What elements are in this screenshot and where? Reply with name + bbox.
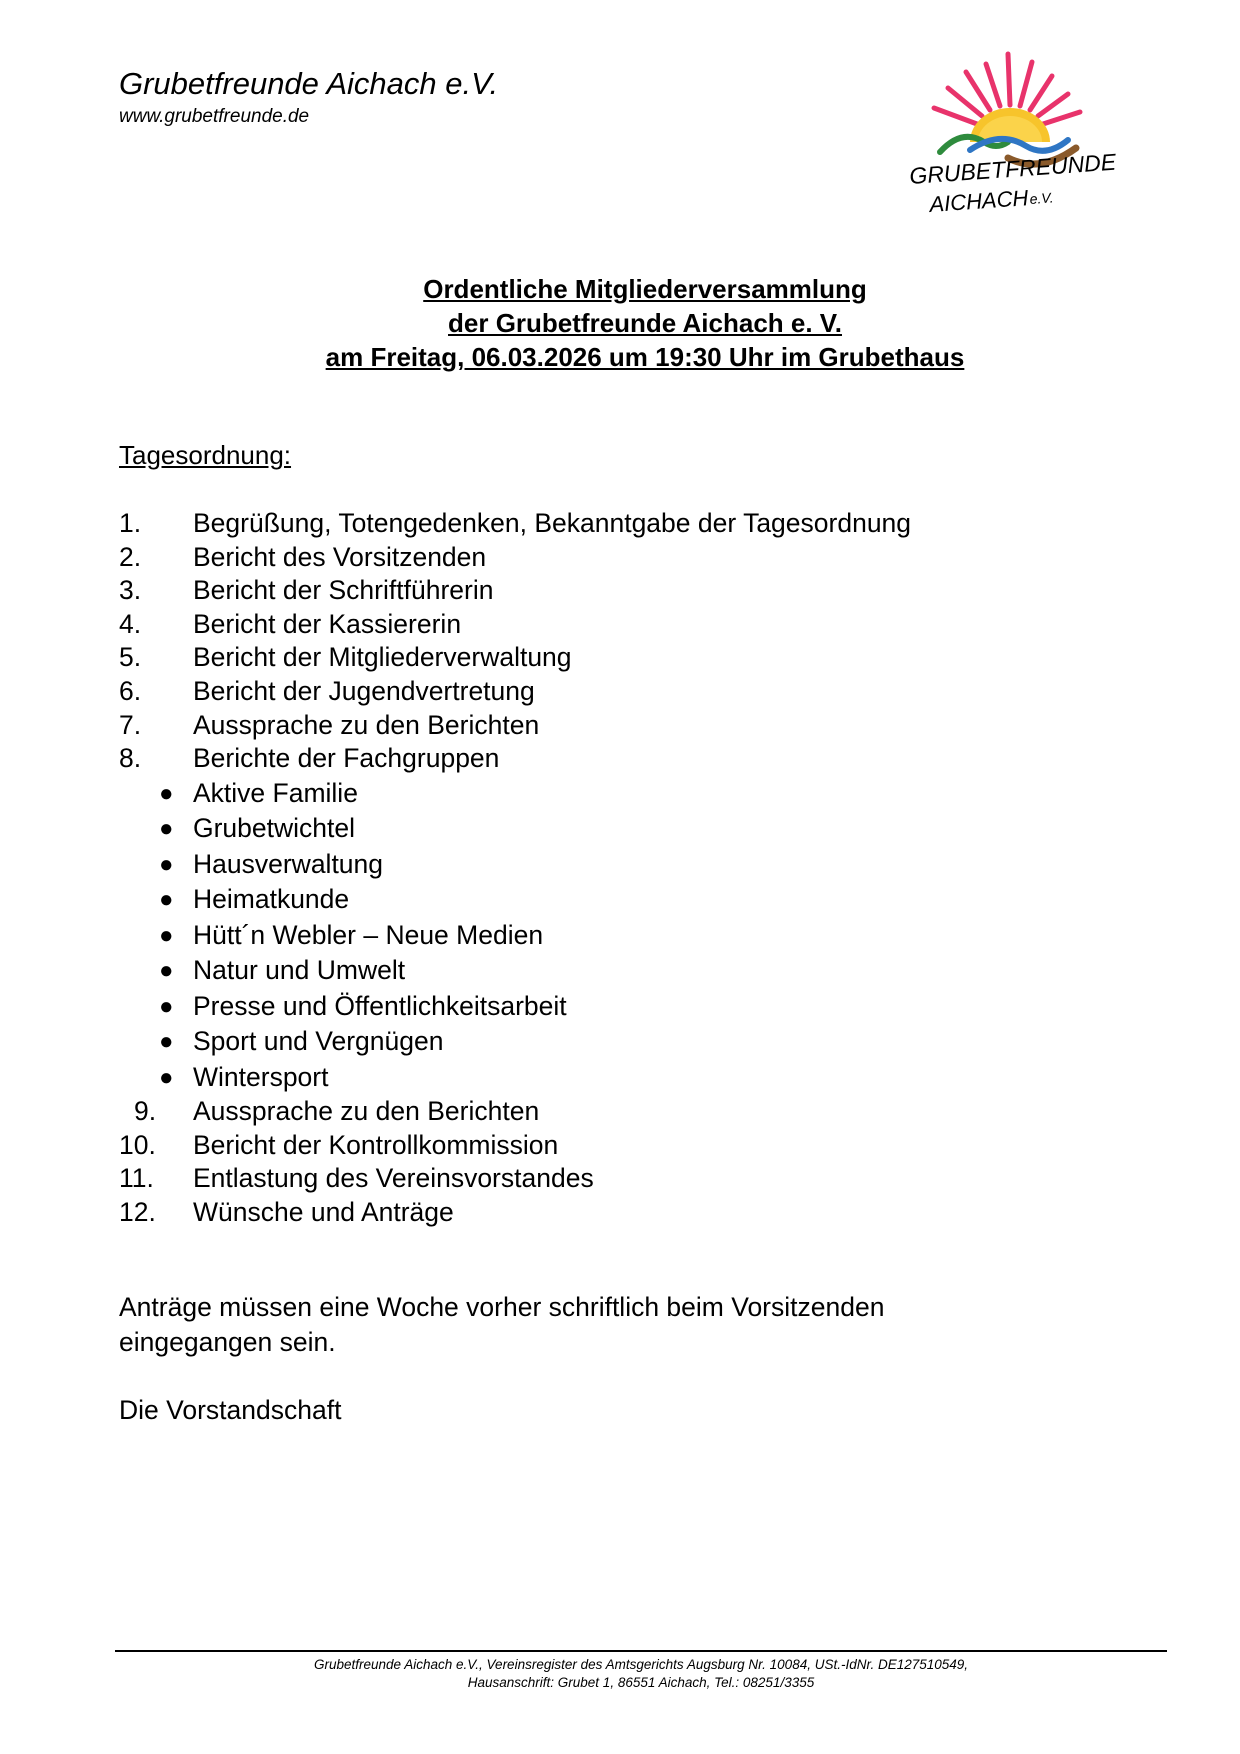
subgroup-text: Hütt´n Webler – Neue Medien: [193, 919, 544, 950]
footer: [0, 1656, 1240, 1692]
subgroup-item: [119, 1024, 1119, 1060]
agenda-item-number: 11.: [119, 1163, 154, 1194]
bullet-icon: ●: [159, 1063, 174, 1091]
logo-text-line1: GRUBETFREUNDE: [908, 148, 1117, 189]
agenda-item-text: Aussprache zu den Berichten: [193, 709, 540, 740]
subgroup-item: [119, 847, 1119, 883]
agenda-item-text: Aussprache zu den Berichten: [193, 1096, 540, 1127]
agenda-item: [119, 1162, 1119, 1196]
title-line-1: Ordentliche Mitgliederversammlung: [423, 274, 867, 304]
document-title: [0, 272, 1240, 374]
agenda-item-number: 7.: [119, 709, 142, 740]
agenda-item-text: Bericht des Vorsitzenden: [193, 541, 487, 572]
subgroup-item: [119, 1060, 1119, 1096]
agenda-item-text: Entlastung des Vereinsvorstandes: [193, 1163, 594, 1194]
agenda-list: [119, 507, 1119, 1230]
organization-name: Grubetfreunde Aichach e.V.: [119, 66, 499, 101]
title-line-2: der Grubetfreunde Aichach e. V.: [448, 308, 842, 338]
club-logo-icon: [900, 50, 1120, 222]
bullet-icon: ●: [159, 886, 174, 914]
agenda-item-number: 3.: [119, 575, 142, 606]
subgroup-text: Grubetwichtel: [193, 813, 356, 844]
logo-text-line2: AICHACH: [928, 185, 1030, 217]
agenda-item: [119, 541, 1119, 575]
bullet-icon: ●: [159, 957, 174, 985]
agenda-item: [119, 742, 1119, 776]
subgroup-text: Natur und Umwelt: [193, 955, 406, 986]
subgroup-text: Wintersport: [193, 1061, 329, 1092]
agenda-item-text: Berichte der Fachgruppen: [193, 743, 500, 774]
footer-line-1: Grubetfreunde Aichach e.V., Vereinsregister des Amtsgerichts Augsburg Nr. 10084, USt.-IdNr. DE127510549,: [313, 1657, 969, 1672]
footer-line-2: Hausanschrift: Grubet 1, 86551 Aichach, Tel.: 08251/3355: [467, 1675, 815, 1690]
subgroup-item: [119, 882, 1119, 918]
subgroup-text: Aktive Familie: [193, 777, 358, 808]
applications-note: [119, 1290, 884, 1360]
agenda-item-text: Bericht der Schriftführerin: [193, 575, 494, 606]
subgroup-item: [119, 811, 1119, 847]
bullet-icon: ●: [159, 992, 174, 1020]
agenda-item-number: 1.: [119, 508, 142, 538]
agenda-item-number: 6.: [119, 675, 142, 706]
title-line-3: am Freitag, 06.03.2026 um 19:30 Uhr im Grubethaus: [325, 342, 965, 372]
agenda-item: [119, 1196, 1119, 1230]
bullet-icon: ●: [159, 850, 174, 878]
logo-text-suffix: e.V.: [1029, 189, 1055, 207]
agenda-item: [119, 1129, 1119, 1163]
agenda-item-text: Bericht der Kassiererin: [193, 608, 462, 639]
agenda-item: [119, 641, 1119, 675]
bullet-icon: ●: [159, 815, 174, 843]
subgroup-text: Presse und Öffentlichkeitsarbeit: [193, 990, 567, 1021]
bullet-icon: ●: [159, 779, 174, 807]
footer-divider: [115, 1650, 1167, 1652]
agenda-item: [119, 574, 1119, 608]
agenda-item-number: 5.: [119, 642, 142, 673]
agenda-item: [119, 709, 1119, 743]
agenda-item-text: Bericht der Kontrollkommission: [193, 1129, 559, 1160]
agenda-item-number: 12.: [119, 1197, 156, 1228]
agenda-item-number: 2.: [119, 541, 142, 572]
agenda-item-number: 4.: [119, 608, 142, 639]
bullet-icon: ●: [159, 921, 174, 949]
subgroup-item: [119, 776, 1119, 812]
agenda-item-number: 8.: [119, 743, 142, 774]
bullet-icon: ●: [159, 1028, 174, 1056]
agenda-item-text: Begrüßung, Totengedenken, Bekanntgabe der Tagesordnung: [193, 508, 912, 538]
agenda-item-text: Bericht der Jugendvertretung: [193, 675, 535, 706]
agenda-item-number: 9.: [134, 1096, 157, 1127]
signature: Die Vorstandschaft: [119, 1395, 342, 1425]
subgroup-item: [119, 989, 1119, 1025]
agenda-item-number: 10.: [119, 1129, 156, 1160]
agenda-heading: Tagesordnung:: [119, 440, 292, 470]
agenda-item: [119, 675, 1119, 709]
subgroup-item: [119, 953, 1119, 989]
note-line-2: eingegangen sein.: [119, 1327, 336, 1357]
subgroup-item: [119, 918, 1119, 954]
subgroup-text: Sport und Vergnügen: [193, 1026, 444, 1057]
note-line-1: Anträge müssen eine Woche vorher schriftlich beim Vorsitzenden: [119, 1292, 885, 1322]
wave-blue: [970, 139, 1068, 151]
website-url: www.grubetfreunde.de: [119, 106, 310, 127]
agenda-item-text: Bericht der Mitgliederverwaltung: [193, 642, 572, 673]
agenda-item: [119, 608, 1119, 642]
agenda-item: [119, 1095, 1119, 1129]
agenda-item: [119, 507, 1119, 541]
agenda-item-text: Wünsche und Anträge: [193, 1197, 454, 1228]
subgroup-text: Heimatkunde: [193, 884, 350, 915]
subgroup-text: Hausverwaltung: [193, 848, 384, 879]
